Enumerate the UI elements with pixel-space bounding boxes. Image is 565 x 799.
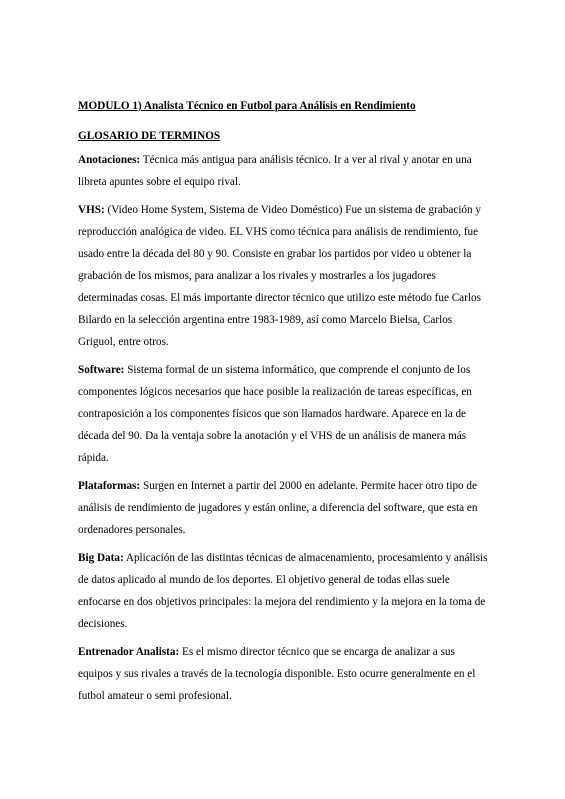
entry-term: VHS: [78,204,105,216]
glossary-entry [78,149,490,193]
glossary-entry [78,641,490,707]
entry-term: Plataformas: [78,480,141,492]
document-body [78,99,490,707]
entry-definition: Aplicación de las distintas técnicas de almacenamiento, procesamiento y análisis de datos aplicado al mundo de los deportes. El objetivo general de todas ellas suele enfocarse en dos objetivos principales: la mejora del rendimiento y la mejora en la toma de decisiones. [78,552,488,630]
glossary-entry [78,359,490,469]
entry-term: Anotaciones: [78,154,141,166]
document-title: MODULO 1) Analista Técnico en Futbol para Análisis en Rendimiento [78,100,416,112]
entry-term: Big Data: [78,552,124,564]
entry-term: Software: [78,364,125,376]
entry-term: Entrenador Analista: [78,646,180,658]
glossary-entry [78,199,490,353]
glossary-entry [78,475,490,541]
entry-definition: Surgen en Internet a partir del 2000 en adelante. Permite hacer otro tipo de análisis de rendimiento de jugadores y están online, a diferencia del software, que esta en ordenadores personales. [78,480,478,536]
glossary-entry [78,547,490,635]
entry-definition: (Video Home System, Sistema de Video Doméstico) Fue un sistema de grabación y reproducción analógica de video. EL VHS como técnica para análisis de rendimiento, fue usado entre la década del 80 y 90. Consiste en grabar los partidos por video u obtener la grabación de los mismos, para analizar a los rivales y mostrarles a los jugadores determinadas cosas. El más importante director técnico que utilizo este método fue Carlos Bilardo en la selección argentina entre 1983-1989, así como Marcelo Bielsa, Carlos Griguol, entre otros. [78,204,481,348]
glossary-heading: GLOSARIO DE TERMINOS [78,130,221,142]
entry-definition: Es el mismo director técnico que se encarga de analizar a sus equipos y sus rivales a través de la tecnología disponible. Esto ocurre generalmente en el futbol amateur o semi profesional. [78,646,476,702]
entry-definition: Sistema formal de un sistema informático, que comprende el conjunto de los componentes lógicos necesarios que hace posible la realización de tareas específicas, en contraposición a los componentes físicos que son llamados hardware. Aparece en la de década del 90. Da la ventaja sobre la anotación y el VHS de un análisis de manera más rápida. [78,364,472,464]
entry-definition: Técnica más antigua para análisis técnico. Ir a ver al rival y anotar en una libreta apuntes sobre el equipo rival. [78,154,472,188]
